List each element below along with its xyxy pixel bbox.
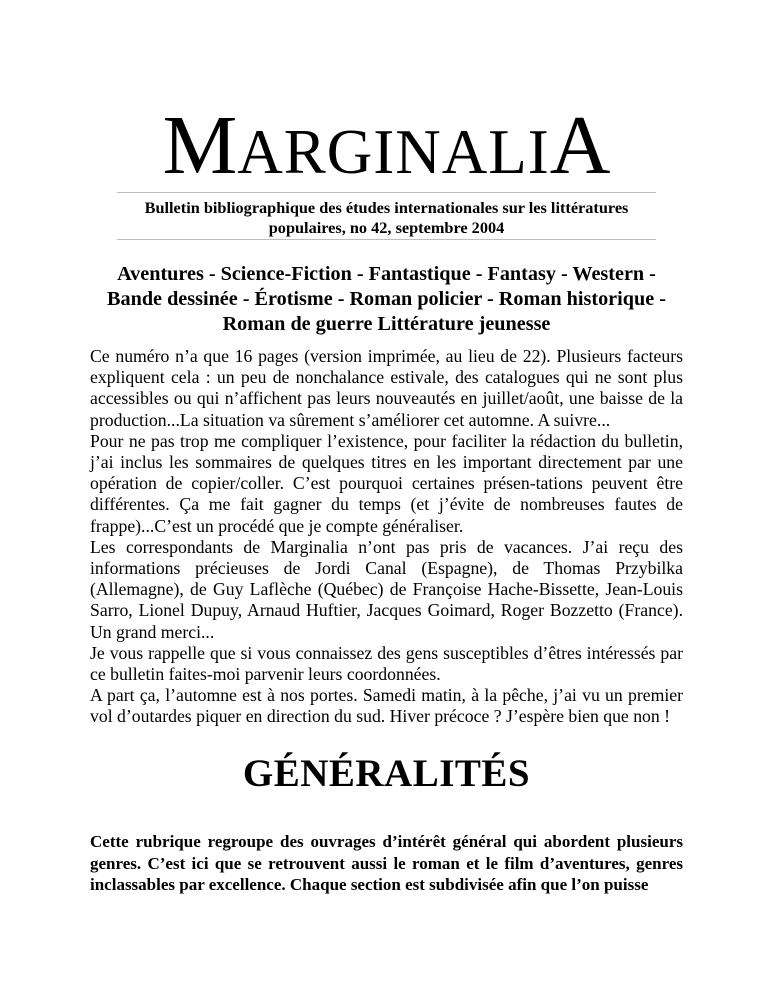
genre-line-2: Bande dessinée - Érotisme - Roman policier - Roman historique - (107, 288, 666, 310)
genre-list (90, 262, 683, 337)
title-initial-letter: M (162, 99, 238, 192)
divider-bottom (117, 239, 656, 240)
bulletin-subtitle (117, 198, 656, 238)
editorial-paragraph: Pour ne pas trop me compliquer l’existence, pour faciliter la rédaction du bulletin, j’ai inclus les sommaires de quelques titres en les important directement par une opération de copier/coller. C’est pourquoi certaines présen-tations peuvent être différentes. Ça me fait gagner du temps (et j’évite de nombreuses fautes de frappe)...C’est un procédé que je compte généraliser. (90, 430, 683, 536)
editorial-text (90, 346, 683, 728)
title-final-letter: A (549, 99, 611, 192)
subtitle-line-2: populaires, no 42, septembre 2004 (268, 218, 505, 237)
section-intro-paragraph: Cette rubrique regroupe des ouvrages d’intérêt général qui abordent plusieurs genres. C’est ici que se retrouvent aussi le roman et le film d’aventures, genres inclassables par excellence. Chaque section est subdivisée afin que l’on puisse (90, 832, 683, 894)
title-small-caps: ARGINALI (237, 117, 550, 187)
bulletin-title (0, 99, 773, 192)
section-heading: GÉNÉRALITÉS (242, 752, 531, 795)
genre-line-1: Aventures - Science-Fiction - Fantastique - Fantasy - Western - (117, 263, 656, 285)
editorial-paragraph: Je vous rappelle que si vous connaissez des gens susceptibles d’êtres intéressés par ce bulletin faites-moi parvenir leurs coordonnées. (90, 642, 683, 685)
editorial-paragraph: Ce numéro n’a que 16 pages (version imprimée, au lieu de 22). Plusieurs facteurs expliquent cela : un peu de nonchalance estivale, des catalogues qui ne sont plus accessibles ou qui n’affichent pas leurs nouveautés en juillet/août, une baisse de la production...La situation va sûrement s’améliorer cet automne. A suivre... (90, 346, 683, 430)
genre-line-3: Roman de guerre Littérature jeunesse (222, 313, 551, 335)
editorial-paragraph: A part ça, l’automne est à nos portes. Samedi matin, à la pêche, j’ai vu un premier vol d’outardes piquer en direction du sud. Hiver précoce ? J’espère bien que non ! (90, 685, 683, 727)
editorial-paragraph: Les correspondants de Marginalia n’ont pas pris de vacances. J’ai reçu des informations précieuses de Jordi Canal (Espagne), de Thomas Przybilka (Allemagne), de Guy Laflèche (Québec) de Françoise Hache-Bissette, Jean-Louis Sarro, Lionel Dupuy, Arnaud Huftier, Jacques Goimard, Roger Bozzetto (France). Un grand merci... (90, 536, 683, 642)
section-intro (90, 831, 683, 896)
subtitle-line-1: Bulletin bibliographique des études internationales sur les littératures (144, 198, 629, 217)
divider-top (117, 192, 656, 193)
